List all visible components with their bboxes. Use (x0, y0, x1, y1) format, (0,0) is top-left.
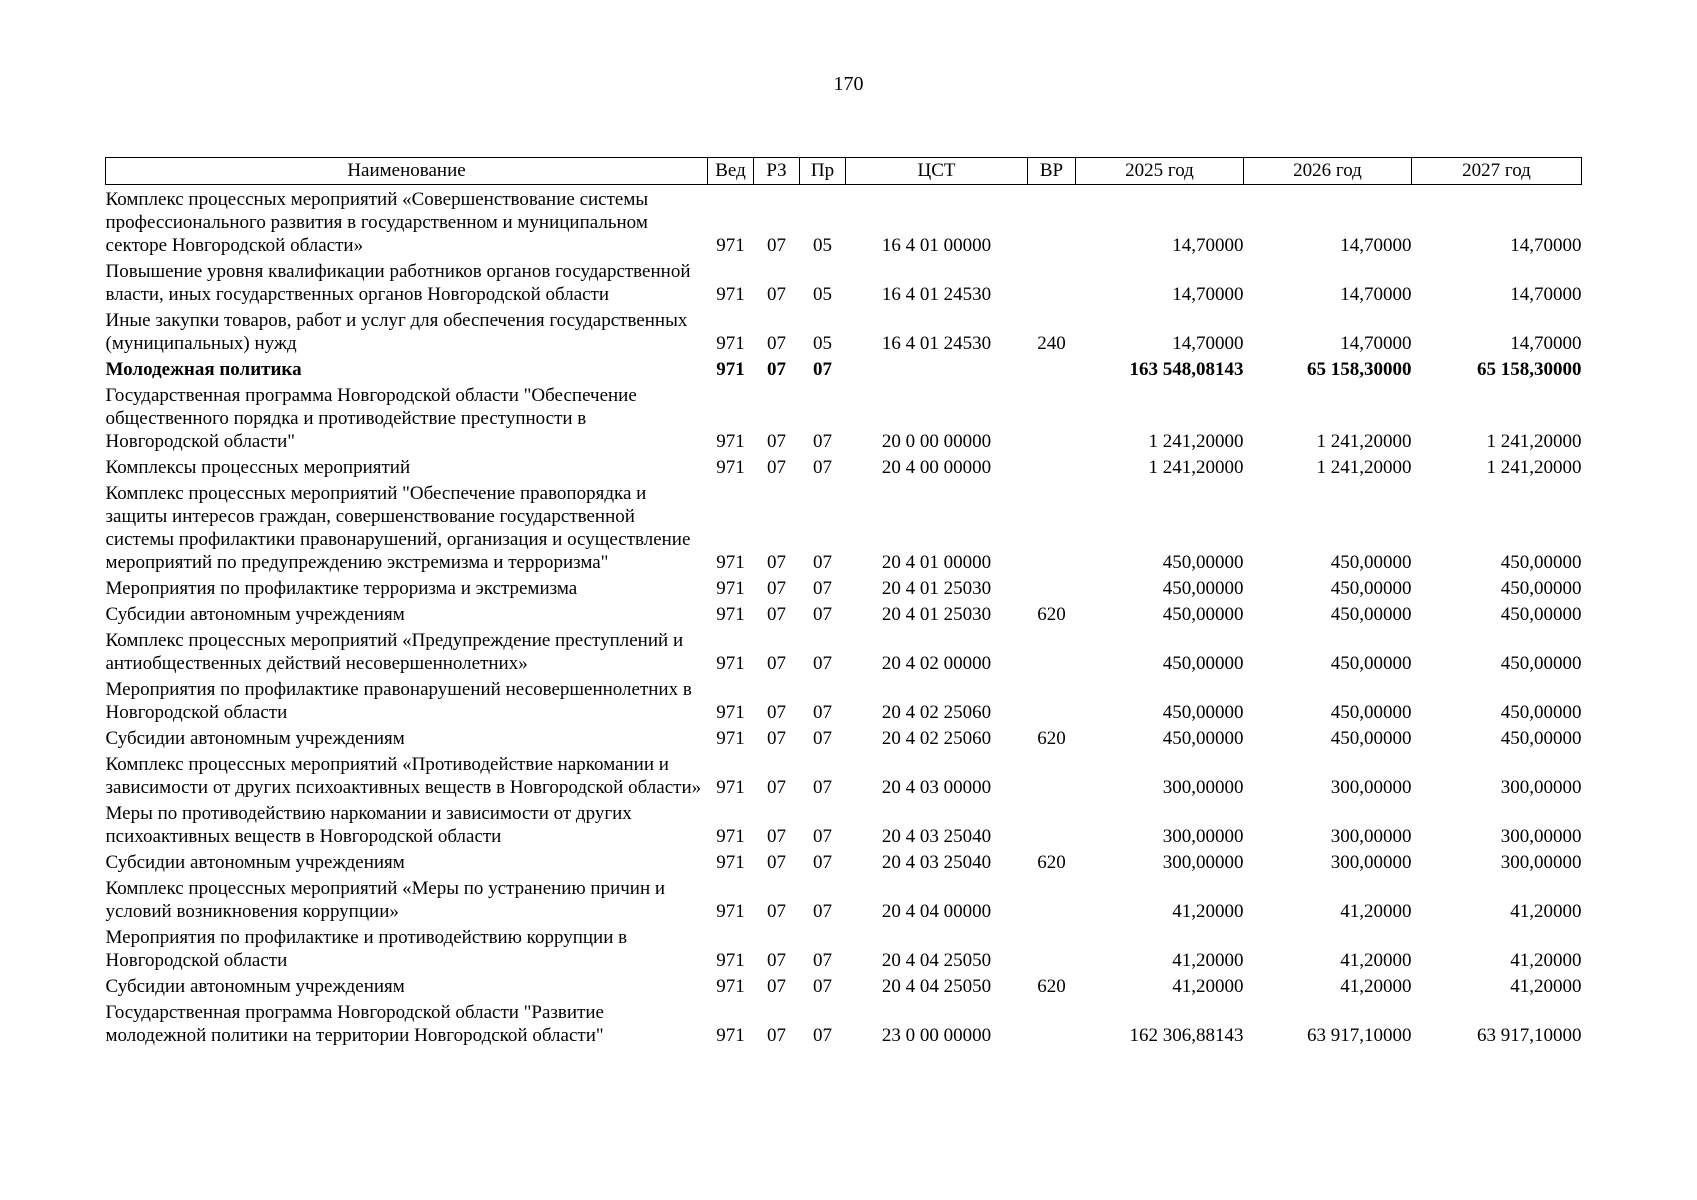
header-vr: ВР (1028, 158, 1076, 185)
row-amount-2026: 300,00000 (1330, 852, 1412, 873)
row-pr: 07 (813, 457, 832, 478)
row-rz: 07 (767, 777, 786, 798)
row-amount-2027: 300,00000 (1500, 826, 1582, 847)
table-row (106, 972, 1582, 998)
row-pr: 07 (813, 604, 832, 625)
row-amount-2027: 450,00000 (1500, 604, 1582, 625)
header-name: Наименование (106, 158, 708, 185)
row-name: Комплекс процессных мероприятий «Противодействие наркомании и зависимости от других психоактивных веществ в Новгородской области» (105, 754, 702, 798)
table-row (106, 799, 1582, 848)
row-vr (1028, 257, 1076, 306)
row-amount-2026: 450,00000 (1330, 552, 1412, 573)
row-cst (846, 355, 1028, 381)
row-cst: 20 4 02 25060 (881, 728, 992, 749)
row-cst: 20 4 00 00000 (881, 457, 992, 478)
row-pr: 07 (813, 901, 832, 922)
table-row (106, 257, 1582, 306)
row-ved: 971 (716, 777, 745, 798)
row-cst: 20 4 01 25030 (881, 578, 992, 599)
row-rz: 07 (767, 333, 786, 354)
row-amount-2026: 450,00000 (1330, 702, 1412, 723)
row-amount-2027: 450,00000 (1500, 702, 1582, 723)
row-name: Меры по противодействию наркомании и зависимости от других психоактивных веществ в Новгородской области (105, 803, 632, 847)
row-amount-2025: 14,70000 (1172, 333, 1244, 354)
row-cst: 20 0 00 00000 (881, 431, 992, 452)
row-cst: 16 4 01 24530 (881, 284, 992, 305)
header-pr: Пр (800, 158, 846, 185)
row-ved: 971 (716, 235, 745, 256)
row-cst: 23 0 00 00000 (881, 1025, 992, 1046)
row-amount-2027: 300,00000 (1500, 852, 1582, 873)
row-vr (1028, 799, 1076, 848)
row-vr (1028, 750, 1076, 799)
header-ved: Вед (708, 158, 754, 185)
row-pr: 07 (813, 852, 832, 873)
row-pr: 07 (813, 578, 832, 599)
row-amount-2026: 450,00000 (1330, 578, 1412, 599)
row-name: Комплекс процессных мероприятий "Обеспечение правопорядка и защиты интересов граждан, совершенствование государственной системы профилактики правонарушений, организация и осуществление мероприятий по предупреждению экстремизма и терроризма" (105, 483, 691, 573)
table-row (106, 724, 1582, 750)
row-amount-2027: 450,00000 (1500, 728, 1582, 749)
row-vr (1028, 574, 1076, 600)
row-amount-2025: 14,70000 (1172, 235, 1244, 256)
row-amount-2026: 65 158,30000 (1307, 359, 1412, 380)
row-vr (1028, 381, 1076, 453)
row-vr: 240 (1037, 333, 1066, 354)
row-vr: 620 (1037, 852, 1066, 873)
row-pr: 07 (813, 976, 832, 997)
row-amount-2026: 41,20000 (1340, 901, 1412, 922)
row-name: Иные закупки товаров, работ и услуг для обеспечения государственных (муниципальных) нужд (105, 310, 688, 354)
row-amount-2025: 162 306,88143 (1129, 1025, 1244, 1046)
page-number: 170 (833, 73, 864, 95)
row-name: Мероприятия по профилактике терроризма и экстремизма (105, 578, 578, 599)
row-ved: 971 (716, 728, 745, 749)
row-name: Субсидии автономным учреждениям (105, 852, 405, 873)
row-amount-2025: 163 548,08143 (1129, 359, 1244, 380)
row-amount-2025: 41,20000 (1172, 950, 1244, 971)
table-row (106, 675, 1582, 724)
header-2026: 2026 год (1244, 158, 1412, 185)
row-amount-2027: 41,20000 (1510, 901, 1582, 922)
table-row (106, 453, 1582, 479)
row-name: Комплекс процессных мероприятий «Меры по устранению причин и условий возникновения коррупции» (105, 878, 666, 922)
row-amount-2027: 41,20000 (1510, 950, 1582, 971)
row-vr (1028, 675, 1076, 724)
header-rz: РЗ (754, 158, 800, 185)
row-ved: 971 (716, 826, 745, 847)
row-amount-2026: 41,20000 (1340, 976, 1412, 997)
row-rz: 07 (767, 578, 786, 599)
table-row (106, 750, 1582, 799)
row-ved: 971 (716, 431, 745, 452)
table-row (106, 923, 1582, 972)
header-2027: 2027 год (1412, 158, 1582, 185)
row-rz: 07 (767, 552, 786, 573)
row-amount-2026: 14,70000 (1340, 235, 1412, 256)
row-ved: 971 (716, 702, 745, 723)
row-amount-2026: 450,00000 (1330, 728, 1412, 749)
row-cst: 20 4 04 00000 (881, 901, 992, 922)
row-name: Комплекс процессных мероприятий «Совершенствование системы профессионального развития в государственном и муниципальном секторе Новгородской области» (105, 189, 649, 256)
row-cst: 20 4 03 25040 (881, 852, 992, 873)
table-row (106, 998, 1582, 1047)
row-amount-2026: 63 917,10000 (1307, 1025, 1412, 1046)
row-pr: 05 (813, 284, 832, 305)
row-amount-2027: 450,00000 (1500, 578, 1582, 599)
row-name: Повышение уровня квалификации работников органов государственной власти, иных государственных органов Новгородской области (105, 261, 691, 305)
table-row (106, 600, 1582, 626)
row-pr: 07 (813, 1025, 832, 1046)
row-pr: 07 (813, 552, 832, 573)
row-ved: 971 (716, 950, 745, 971)
table-header-row (106, 158, 1582, 185)
row-rz: 07 (767, 359, 786, 380)
row-amount-2026: 300,00000 (1330, 826, 1412, 847)
row-amount-2027: 14,70000 (1510, 284, 1582, 305)
table-row (106, 479, 1582, 574)
table-row (106, 381, 1582, 453)
table-row (106, 185, 1582, 258)
row-amount-2025: 14,70000 (1172, 284, 1244, 305)
row-rz: 07 (767, 901, 786, 922)
row-amount-2026: 1 241,20000 (1316, 431, 1412, 452)
row-ved: 971 (716, 552, 745, 573)
row-rz: 07 (767, 604, 786, 625)
header-cst: ЦСТ (846, 158, 1028, 185)
row-rz: 07 (767, 728, 786, 749)
row-vr: 620 (1037, 604, 1066, 625)
row-amount-2026: 450,00000 (1330, 653, 1412, 674)
row-amount-2025: 1 241,20000 (1148, 457, 1244, 478)
row-pr: 07 (813, 359, 832, 380)
budget-table (105, 157, 1582, 1047)
row-amount-2025: 450,00000 (1162, 728, 1244, 749)
row-cst: 20 4 04 25050 (881, 976, 992, 997)
row-pr: 05 (813, 235, 832, 256)
row-ved: 971 (716, 653, 745, 674)
row-rz: 07 (767, 431, 786, 452)
row-ved: 971 (716, 604, 745, 625)
row-amount-2027: 300,00000 (1500, 777, 1582, 798)
row-amount-2025: 450,00000 (1162, 578, 1244, 599)
row-ved: 971 (716, 359, 745, 380)
row-cst: 20 4 01 25030 (881, 604, 992, 625)
row-pr: 07 (813, 702, 832, 723)
row-name: Государственная программа Новгородской области "Обеспечение общественного порядка и противодействие преступности в Новгородской области" (105, 385, 637, 452)
row-vr (1028, 923, 1076, 972)
row-ved: 971 (716, 852, 745, 873)
row-amount-2027: 14,70000 (1510, 235, 1582, 256)
row-vr (1028, 998, 1076, 1047)
row-name: Субсидии автономным учреждениям (105, 728, 405, 749)
row-amount-2026: 1 241,20000 (1316, 457, 1412, 478)
row-ved: 971 (716, 284, 745, 305)
row-amount-2026: 300,00000 (1330, 777, 1412, 798)
row-rz: 07 (767, 852, 786, 873)
row-name: Комплекс процессных мероприятий «Предупреждение преступлений и антиобщественных действий несовершеннолетних» (105, 630, 684, 674)
table-row (106, 874, 1582, 923)
row-pr: 07 (813, 777, 832, 798)
row-name: Мероприятия по профилактике правонарушений несовершеннолетних в Новгородской области (105, 679, 692, 723)
table-row (106, 355, 1582, 381)
row-cst: 20 4 03 00000 (881, 777, 992, 798)
row-amount-2027: 1 241,20000 (1486, 457, 1582, 478)
row-amount-2026: 14,70000 (1340, 284, 1412, 305)
row-pr: 07 (813, 728, 832, 749)
row-amount-2025: 450,00000 (1162, 552, 1244, 573)
row-amount-2027: 450,00000 (1500, 653, 1582, 674)
row-amount-2025: 450,00000 (1162, 702, 1244, 723)
row-name: Государственная программа Новгородской области "Развитие молодежной политики на территории Новгородской области" (105, 1002, 604, 1046)
row-amount-2025: 41,20000 (1172, 901, 1244, 922)
table-row (106, 848, 1582, 874)
row-rz: 07 (767, 457, 786, 478)
row-ved: 971 (716, 901, 745, 922)
row-amount-2025: 450,00000 (1162, 653, 1244, 674)
row-rz: 07 (767, 976, 786, 997)
row-amount-2025: 450,00000 (1162, 604, 1244, 625)
row-amount-2027: 14,70000 (1510, 333, 1582, 354)
row-name: Комплексы процессных мероприятий (105, 457, 411, 478)
table-body (106, 185, 1582, 1048)
row-amount-2026: 14,70000 (1340, 333, 1412, 354)
row-vr: 620 (1037, 728, 1066, 749)
row-vr (1028, 874, 1076, 923)
row-amount-2026: 450,00000 (1330, 604, 1412, 625)
row-pr: 07 (813, 826, 832, 847)
row-amount-2025: 1 241,20000 (1148, 431, 1244, 452)
row-name: Молодежная политика (105, 359, 302, 380)
row-rz: 07 (767, 235, 786, 256)
row-cst: 20 4 03 25040 (881, 826, 992, 847)
row-amount-2025: 41,20000 (1172, 976, 1244, 997)
row-vr (1028, 355, 1076, 381)
row-ved: 971 (716, 578, 745, 599)
row-cst: 20 4 02 00000 (881, 653, 992, 674)
row-rz: 07 (767, 653, 786, 674)
row-ved: 971 (716, 1025, 745, 1046)
row-amount-2027: 63 917,10000 (1477, 1025, 1582, 1046)
row-pr: 05 (813, 333, 832, 354)
row-cst: 20 4 04 25050 (881, 950, 992, 971)
row-ved: 971 (716, 976, 745, 997)
row-amount-2027: 65 158,30000 (1477, 359, 1582, 380)
row-cst: 20 4 02 25060 (881, 702, 992, 723)
row-vr (1028, 453, 1076, 479)
row-pr: 07 (813, 431, 832, 452)
row-amount-2026: 41,20000 (1340, 950, 1412, 971)
row-amount-2027: 1 241,20000 (1486, 431, 1582, 452)
row-rz: 07 (767, 950, 786, 971)
row-rz: 07 (767, 826, 786, 847)
row-pr: 07 (813, 653, 832, 674)
row-vr (1028, 185, 1076, 258)
table-row (106, 306, 1582, 355)
table-row (106, 574, 1582, 600)
row-vr: 620 (1037, 976, 1066, 997)
row-vr (1028, 626, 1076, 675)
row-name: Субсидии автономным учреждениям (105, 604, 405, 625)
row-cst: 16 4 01 24530 (881, 333, 992, 354)
row-name: Мероприятия по профилактике и противодействию коррупции в Новгородской области (105, 927, 628, 971)
header-2025: 2025 год (1076, 158, 1244, 185)
row-amount-2027: 41,20000 (1510, 976, 1582, 997)
row-amount-2027: 450,00000 (1500, 552, 1582, 573)
row-vr (1028, 479, 1076, 574)
row-rz: 07 (767, 1025, 786, 1046)
row-cst: 20 4 01 00000 (881, 552, 992, 573)
row-name: Субсидии автономным учреждениям (105, 976, 405, 997)
row-rz: 07 (767, 702, 786, 723)
row-rz: 07 (767, 284, 786, 305)
row-ved: 971 (716, 333, 745, 354)
row-ved: 971 (716, 457, 745, 478)
row-cst: 16 4 01 00000 (881, 235, 992, 256)
row-amount-2025: 300,00000 (1162, 852, 1244, 873)
row-pr: 07 (813, 950, 832, 971)
row-amount-2025: 300,00000 (1162, 777, 1244, 798)
row-amount-2025: 300,00000 (1162, 826, 1244, 847)
table-row (106, 626, 1582, 675)
